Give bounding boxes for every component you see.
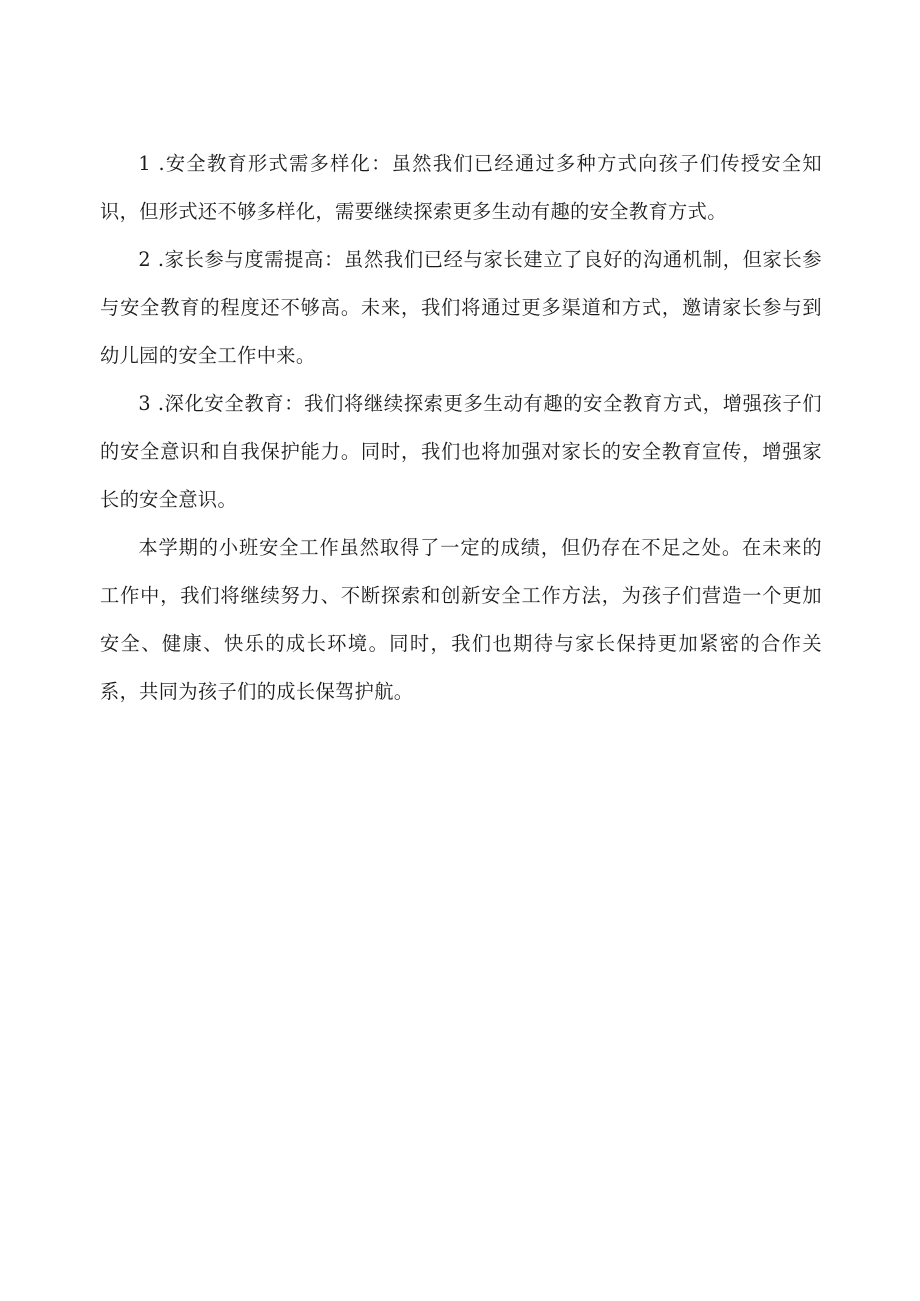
document-body — [100, 140, 822, 716]
paragraph-item-1: 1 .安全教育形式需多样化：虽然我们已经通过多种方式向孩子们传授安全知识，但形式还不够多样化，需要继续探索更多生动有趣的安全教育方式。 — [100, 152, 822, 223]
summary-paragraph: 本学期的小班安全工作虽然取得了一定的成绩，但仍存在不足之处。在未来的工作中，我们将继续努力、不断探索和创新安全工作方法，为孩子们营造一个更加安全、健康、快乐的成长环境。同时，我们也期待与家长保持更加紧密的合作关系，共同为孩子们的成长保驾护航。 — [100, 536, 822, 703]
paragraph-item-3: 3 .深化安全教育：我们将继续探索更多生动有趣的安全教育方式，增强孩子们的安全意识和自我保护能力。同时，我们也将加强对家长的安全教育宣传，增强家长的安全意识。 — [100, 392, 822, 511]
paragraph-item-2: 2 .家长参与度需提高：虽然我们已经与家长建立了良好的沟通机制，但家长参与安全教育的程度还不够高。未来，我们将通过更多渠道和方式，邀请家长参与到幼儿园的安全工作中来。 — [100, 248, 822, 367]
